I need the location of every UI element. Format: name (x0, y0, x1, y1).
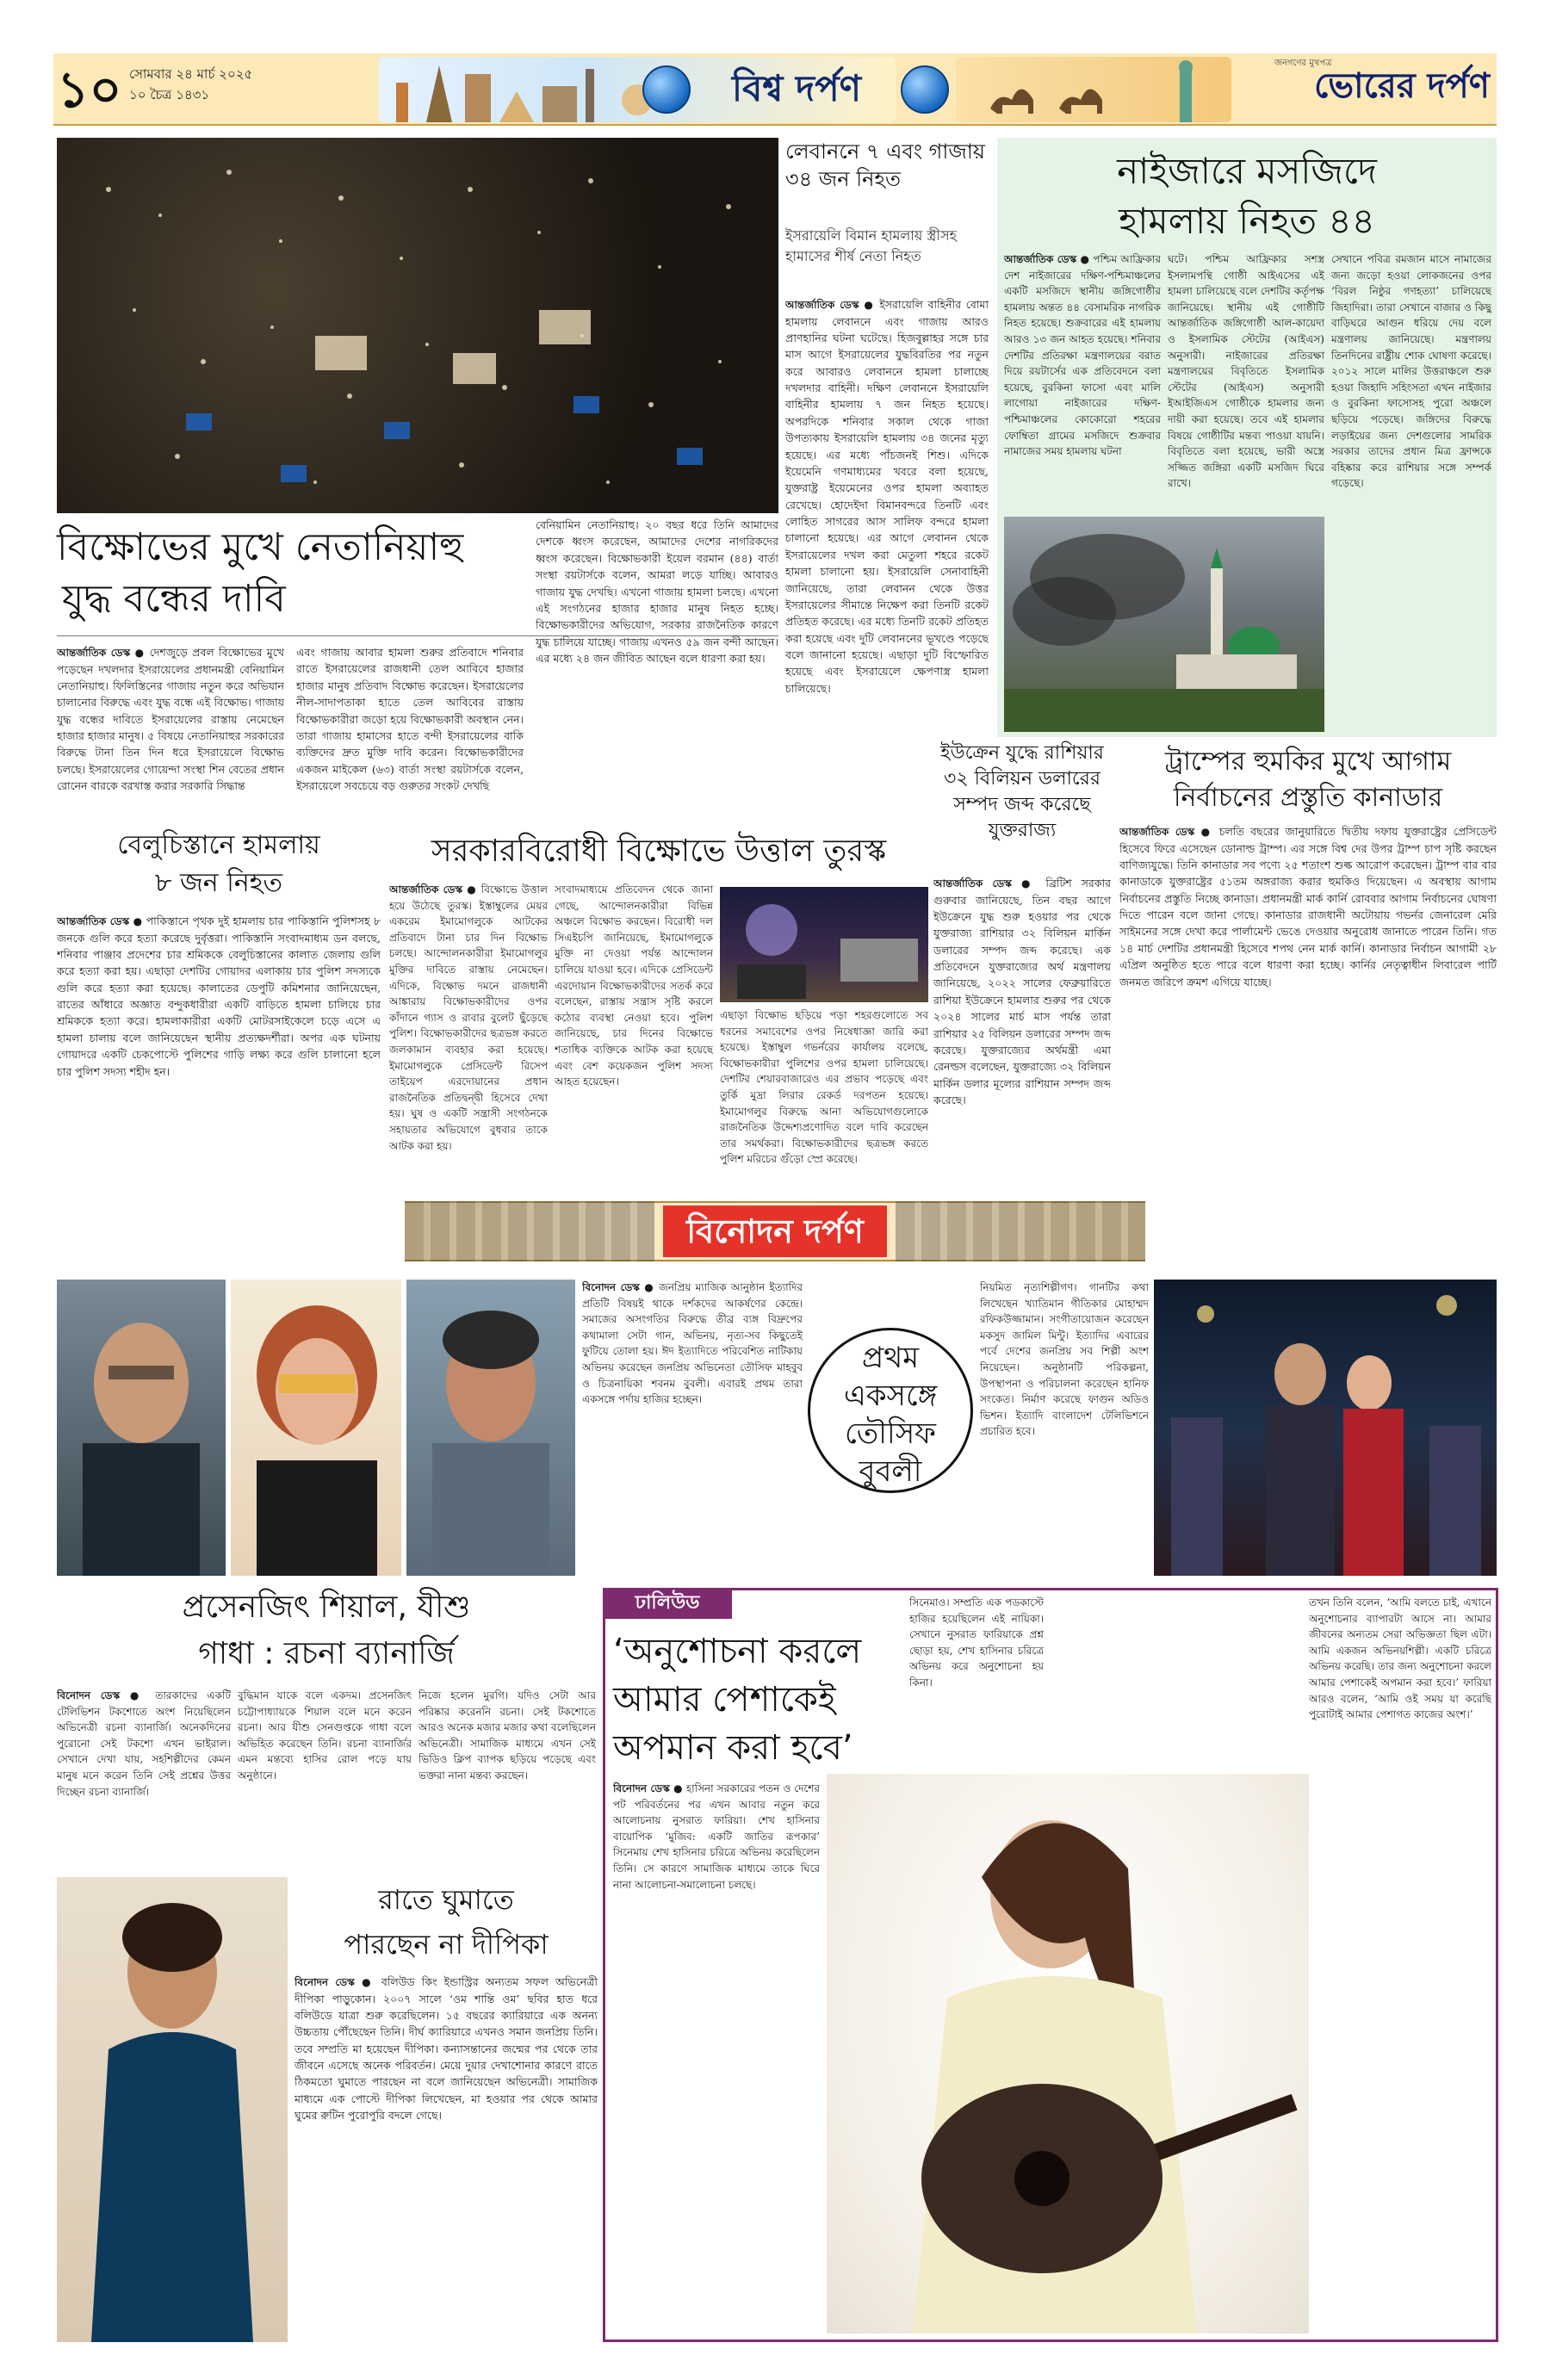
turkey-headline: সরকারবিরোধী বিক্ষোভে উত্তাল তুরস্ক (431, 834, 887, 869)
mosque-smoke-photo (1004, 517, 1324, 732)
turkey-col-2 (555, 882, 713, 1181)
lebanon-body (785, 296, 989, 816)
prosenjit-headline (57, 1584, 596, 1677)
lebanon-desk: আন্তর্জাতিক ডেস্ক ● (785, 299, 875, 311)
ukraine-headline: ইউক্রেন যুদ্ধে রাশিয়ার ৩২ বিলিয়ন ডলারের সম্পদ জব্দ করেছে যুক্তরাজ্য (940, 742, 1104, 841)
nigeria-col-3 (1331, 251, 1491, 734)
prosenjit-headline-line2: গাধা : রচনা ব্যানার্জি (198, 1636, 455, 1671)
tausif-bubly-photo (1154, 1280, 1497, 1576)
dhallywood-headline-line2: আমার পেশাকেই (613, 1680, 836, 1720)
tollywood-col-2 (980, 1280, 1149, 1576)
ukraine-desk: আন্তর্জাতিক ডেস্ক ● (933, 877, 1037, 889)
prosenjit-photo (57, 1280, 226, 1576)
entertainment-section-title: বিনোদন দর্পণ (663, 1205, 887, 1257)
prosenjit-desk: বিনোদন ডেস্ক ● (57, 1689, 146, 1701)
globe-icon-right (901, 65, 949, 114)
tollywood-desk: বিনোদন ডেস্ক ● (582, 1281, 654, 1293)
nigeria-col-2 (1168, 251, 1324, 511)
circle-line-2: একসঙ্গে (843, 1379, 938, 1413)
nigeria-col2-text: ঘটে। পশ্চিম আফ্রিকার সশস্ত্র ইসলামপন্থি গোষ্ঠী আইএসের এই হামলা চালিয়েছে বলে দেশটির কর্তৃপক্ষ জানিয়েছে। স্থানীয় এই গোষ্ঠীটি আন্তর্জাতিক জঙ্গিগোষ্ঠী আল-কায়েদা ও ইসলামিক স্টেটের (আইএস) অনুসারী। নাইজারের প্রতিরক্ষা মন্ত্রণালয়ের বিবৃতিতে ইসলামিক স্টেটের (আইএস) অনুসারী ইআইজিএস গোষ্ঠীকে হামলার জন্য দায়ী করা হয়েছে। তবে এই হামলার বিষয়ে গোষ্ঠীটির মন্তব্য পাওয়া যায়নি। বিবৃতিতে বলা হয়েছে, ভারী অস্ত্রে সজ্জিত জঙ্গিরা একটি মসজিদ ঘিরে রাখে। (1168, 253, 1324, 490)
protest-crowd-photo (57, 138, 778, 513)
lead-col1-text: দেশজুড়ে প্রবল বিক্ষোভের মুখে পড়েছেন দখলদার ইসরায়েলের প্রধানমন্ত্রী বেনিয়ামিন নেতানিয়াহু। ফিলিস্তিনের গাজায় নতুন করে অভিযান চালানোর বিরুদ্ধে এবং যুদ্ধ বন্ধে এই বিক্ষোভ। গাজায় যুদ্ধ বন্ধের দাবিতে ইসরায়েলের রাস্তায় নেমেছেন হাজার হাজার মানুষ। ৫ বিষয়ে নেতানিয়াহুর সরকারের বিরুদ্ধে টানা তিন দিন ধরে ইসরায়েলে বিক্ষোভ চলছে। ইসরায়েলের গোয়েন্দা সংস্থা শিন বেতের প্রধান রোনেন বারকে বরখাস্ত করার সরকারি সিদ্ধান্ত (57, 646, 284, 793)
tollywood-col-1 (582, 1280, 803, 1576)
ukraine-body (933, 875, 1111, 1181)
jisshu-photo (406, 1280, 575, 1576)
tollywood-col1-text: জনপ্রিয় ম্যাজিক আনুষ্ঠান ইত্যাদির প্রতিটি বিষয়ই থাকে দর্শকদের আকর্ষণের কেন্দ্রে। সমাজের অসংগতির বিরুদ্ধে তীব্র ব্যঙ্গ বিদ্রুপের কথামালা সেটা গান, অভিনয়, নৃত্য-সব কিছুতেই ফুটিয়ে তোলা হয়। ঈদ ইত্যাদিতে পরিবেশিত নাটিকায় অভিনয় করেছেন জনপ্রিয় অভিনেতা তৌসিফ মাহবুব ও চিত্রনায়িকা শবনম বুবলী। এবারই প্রথম তারা একসঙ্গে পর্দায় হাজির হচ্ছেন। (582, 1281, 803, 1406)
deepika-photo (57, 1877, 288, 2342)
date-gregorian: সোমবার ২৪ মার্চ ২০২৫ (129, 66, 253, 82)
actor-portrait-illustration-2 (406, 1280, 575, 1576)
baluchistan-headline (57, 827, 381, 902)
lead-desk: আন্তর্জাতিক ডেস্ক ● (57, 647, 146, 659)
prosenjit-col2-text: বুদ্ধিমান যাকে বলে একদম। প্রসেনজিৎ চট্টোপাধ্যায়কে শিয়াল বলে মনে করেন রচনা। আর যীশু সেনগুপ্তকে গাধা বলে অভিহিত করেছেন তিনি। রচনা ব্যানার্জির এমন মন্তব্যে হাসির রোল পড়ে যায় অনুষ্ঠানে। (238, 1689, 412, 1782)
lead-col2-text: এবং গাজায় আবার হামলা শুরুর প্রতিবাদে শনিবার রাতে ইসরায়েলের রাজধানী তেল আবিবে হাজার হাজার মানুষ প্রতিবাদ বিক্ষোভ করেছেন। ইসরায়েলের নীল-সাদাপতাকা হাতে তেল আবিবের রাস্তায় বিক্ষোভকারীরা জড়ো হয়ে বিক্ষোভকারী অবস্থান নেন। তারা গাজায় হামাসের হাতে বন্দী ইসরায়েলের বাকি ব্যক্তিদের দ্রুত মুক্তি দাবি করেন। বিক্ষোভকারীদের একজন মাইকেল (৬৩) বার্তা সংস্থা রয়টার্সকে বলেন, ইসরায়েলে সবচেয়ে বড় গুরুতর সংকট দেখছি (296, 646, 524, 792)
date-bengali: ১০ চৈত্র ১৪৩১ (129, 87, 210, 102)
prosenjit-col-2 (238, 1688, 412, 1869)
dhallywood-col-3 (1309, 1595, 1491, 1956)
brand-tagline: জনগণের মুখপত্র (1274, 59, 1332, 68)
lebanon-subhead: ইসরায়েলি বিমান হামলায় স্ত্রীসহ হামাসের শীর্ষ নেতা নিহত (785, 227, 957, 264)
turkey-col2-text: সংবাদমাধ্যমে প্রতিবেদন থেকে জানা গেছে, আন্দোলনকারীরা বিভিন্ন অঞ্চলে বিক্ষোভ করছেন। বিরোধী দল সিএইচপি জানিয়েছে, ইমামোগলুকে মুক্তি না দেওয়া পর্যন্ত আন্দোলন চালিয়ে যাওয়া হবে। এদিকে প্রেসিডেন্ট এরদোয়ান বিক্ষোভকারীদের সতর্ক করে বলেছেন, রাস্তায় সন্ত্রাস সৃষ্টি করলে কঠোর ব্যবস্থা নেওয়া হবে। পুলিশ জানিয়েছে, চার দিনের বিক্ষোভে শতাধিক ব্যক্তিকে আটক করা হয়েছে এবং বেশ কয়েকজন পুলিশ সদস্য আহত হয়েছেন। (555, 883, 713, 1088)
date-line (129, 64, 379, 105)
film-strip-right-icon (896, 1201, 1145, 1261)
nigeria-headline-line1: নাইজারে মসজিদে (1117, 150, 1377, 192)
newspaper-logo: ভোরের দর্পণ (1314, 66, 1490, 106)
nigeria-col1-text: পশ্চিম আফ্রিকার দেশ নাইজারের দক্ষিণ-পশ্চিমাঞ্চলের একটি মসজিদে স্থানীয় জঙ্গিগোষ্ঠীর হামলায় অন্তত ৪৪ বেসামরিক নাগরিক নিহত হয়েছে। শুক্রবারের এই হামলায় আরও ১৩ জন আহত হয়েছে। শনিবার দেশটির প্রতিরক্ষা মন্ত্রণালয়ের বরাত দিয়ে রয়টার্সের এক প্রতিবেদনে বলা হয়েছে, বুরকিনা ফাসো এবং মালি লাগোয়া নাইজারের দক্ষিণ-পশ্চিমাঞ্চলের কোকোরো শহরের ফোম্বিতা গ্রামের মসজিদে শুক্রবার নামাজের সময় হামলায় ঘটনা (1004, 253, 1161, 458)
crowd-lights-illustration (57, 138, 778, 513)
lebanon-text: ইসরায়েলি বাহিনীর বোমা হামলায় লেবাননে এবং গাজায় আরও প্রাণহানির ঘটনা ঘটেছে। হিজবুল্লাহর সঙ্গে চার মাস আগে ইসরায়েলের যুদ্ধবিরতির পর নতুন করে আবারও লেবাননে হামলা চালাচ্ছে দখলদার বাহিনী। দক্ষিণ লেবাননে ইসরায়েলি বাহিনীর হামলায় ৭ জন নিহত হয়েছে। অপরদিকে শনিবার সকাল থেকে গাজা উপত্যকায় ইসরায়েলি হামলায় ৩৪ জনের মৃত্যু হয়েছে। এর মধ্যে পাঁচজনই শিশু। এদিকে ইয়েমেনি গণমাধ্যমের খবরে বলা হয়েছে, যুক্তরাষ্ট্র ইয়েমেনের ওপর হামলা অব্যাহত রেখেছে। হোদেইদা বিমানবন্দরে তিনটি এবং লোহিত সাগরের আস সালিফ বন্দরে হামলা চালানো হয়েছে। এর আগে লেবানন থেকে ইসরায়েলের দখল করা মেতুলা শহরে রকেট হামলা চালানো হয়। ইসরায়েলি সেনাবাহিনী জানিয়েছে, তারা লেবানন থেকে উত্তর ইসরায়েলের সীমান্তে নিক্ষেপ করা তিনটি রকেট প্রতিহত করেছে। এর মধ্যে তিনটি রকেট প্রতিহত করা হয়েছে এবং দুটি লেবাননের ভূখণ্ডে পড়েছে বলে জানানো হয়েছে। এছাড়া দুটি বিস্ফোরিত হয়েছে এবং ইসরায়েলে ক্ষেপণাস্ত্র হামলা চালিয়েছে। (785, 298, 989, 695)
circle-line-1: প্রথম (861, 1341, 920, 1375)
dhallywood-headline-line1: ‘অনুশোচনা করলে (613, 1632, 862, 1671)
nigeria-col3-text: সেখানে পবিত্র রমজান মাসে নামাজের জন্য জড়ো হওয়া লোকজনের ওপর ‘বিরল নিষ্ঠুর গণহত্যা’ চালিয়েছে জিহাদিরা। তারা সেখানে বাজার ও কিছু বাড়িঘরে আগুন ধরিয়ে দেয় বলে মন্ত্রণালয় জানিয়েছে। মন্ত্রণালয় তিনদিনের রাষ্ট্রীয় শোক ঘোষণা করেছে। ২০১২ সালে মালির উত্তরাঞ্চলে শুরু হওয়া জিহাদি সহিংসতা এখন নাইজার ও বুরকিনা ফাসোসহ পুরো অঞ্চলে ছড়িয়ে পড়েছে। জঙ্গিদের বিরুদ্ধে লড়াইয়ের জন্য দেশগুলোর সামরিক সরকার তাদের প্রধান মিত্র ফ্রান্সকে বহিষ্কার করে রাশিয়ার সঙ্গে সম্পর্ক গড়েছে। (1331, 253, 1491, 490)
nigeria-col-1 (1004, 251, 1161, 511)
turkey-col3-text: এছাড়া বিক্ষোভ ছড়িয়ে পড়া শহরগুলোতে সব ধরনের সমাবেশের ওপর নিষেধাজ্ঞা জারি করা হয়েছে। ইস্তাম্বুল গভর্নরের কার্যালয় বলেছে, বিক্ষোভকারীরা পুলিশের ওপর হামলা চালিয়েছে। দেশটির শেয়ারবাজারেও এর প্রভাব পড়েছে এবং তুর্কি মুদ্রা লিরার রেকর্ড দরপতন হয়েছে। ইমামোগলুর বিরুদ্ধে আনা অভিযোগগুলোকে রাজনৈতিক উদ্দেশ্যপ্রণোদিত বলে দাবি করেছেন তার সমর্থকরা। বিক্ষোভকারীদের ছত্রভঙ্গ করতে পুলিশ মরিচের গুঁড়ো স্প্রে করেছে। (720, 1009, 928, 1166)
prosenjit-col-3 (418, 1688, 596, 1869)
mosque-illustration (1004, 517, 1324, 732)
actress-portrait-illustration (231, 1280, 401, 1576)
canada-desk: আন্তর্জাতিক ডেস্ক ● (1119, 826, 1213, 838)
section-title: বিশ্ব দর্পণ (732, 67, 861, 109)
film-strip-left-icon (405, 1201, 654, 1261)
page-number: ১০ (57, 60, 122, 119)
nusrat-faria-photo (827, 1774, 1309, 2334)
baluchistan-headline-line1: বেলুচিস্তানে হামলায় (117, 830, 320, 860)
lead-col3-text: বেনিয়ামিন নেতানিয়াহু। ২০ বছর ধরে তিনি আমাদের দেশকে ধ্বংস করেছেন, আমাদের দেশের নাগরিকদের ধ্বংস করেছেন। বিক্ষোভকারী ইয়েল বরমান (৪৪) বার্তা সংস্থা রয়টার্সকে বলেন, আমরা লড়ে যাচ্ছি। আবারও গাজায় যুদ্ধ দেখছি। এখনো গাজায় হামলা চলছে। এখনো এই সংগঠনের হাজার হাজার মানুষ নিহত হচ্ছে। বিক্ষোভকারীদের অভিযোগ, সরকার রাজনৈতিক কারণে যুদ্ধ চালিয়ে যাচ্ছে। গাজায় এখনও ৫৯ জন বন্দী আছেন। এর মধ্যে ২৪ জন জীবিত আছেন বলে ধারণা করা হয়। (536, 518, 778, 665)
dhallywood-col1-text: হাসিনা সরকারের পতন ও দেশের পট পরিবর্তনের পর এখন আবার নতুন করে আলোচনায় নুসরাত ফারিয়া। শেখ হাসিনার বায়োপিক ‘মুজিব: একটি জাতির রূপকার’ সিনেমায় শেখ হাসিনার চরিত্রে অভিনয় করেছিলেন তিনি। সে কারণে সামাজিক মাধ্যমে তাকে ঘিরে নানা আলোচনা-সমালোচনা চলছে। (613, 1782, 820, 1891)
camel-statue-illustration (956, 57, 1231, 122)
deepika-headline-line2: পারছেন না দীপিকা (344, 1928, 549, 1961)
deepika-headline (294, 1877, 598, 1967)
prosenjit-col1-text: তারকাদের একটি টেলিভিশন টকশোতে অংশ নিয়েছিলেন অভিনেত্রী রচনা ব্যানার্জি। অনেকদিনের পুরোনো সেই টকশো এখন ভাইরাল। সেখানে দেখা যায়, সহশিল্পীদের কেমন মানুষ মনে করেন তিনি সেই প্রশ্নের উত্তর দিচ্ছেন রচনা ব্যানার্জি। (57, 1689, 231, 1798)
turkey-col1-text: বিক্ষোভে উত্তাল হয়ে উঠেছে তুরস্ক। ইস্তাম্বুলের মেয়র একরেম ইমামোগলুকে আটকের প্রতিবাদে টানা চার দিন বিক্ষোভ চলছে। আন্দোলনকারীরা ইমামোগলুর মুক্তির দাবিতে রাস্তায় নেমেছেন। এদিকে, বিক্ষোভ দমনে রাজধানী আঙ্কারায় বিক্ষোভকারীদের ওপর কাঁদানে গ্যাস ও রাবার বুলেট ছুঁড়েছে পুলিশ। বিক্ষোভকারীদের ছত্রভঙ্গ করতে জলকামান ব্যবহার করা হয়েছে। ইমামোগলুকে প্রেসিডেন্ট রিসেপ তাইয়েপ এরদোয়ানের প্রধান রাজনৈতিক প্রতিদ্বন্দ্বী হিসেবে দেখা হয়। ঘুষ ও একটি সন্ত্রাসী সংগঠনকে সহায়তার অভিযোগে বুধবার তাকে আটক করা হয়। (389, 883, 548, 1152)
dhallywood-headline (613, 1627, 897, 1772)
deepika-portrait-illustration (57, 1877, 288, 2342)
ukraine-text: ব্রিটিশ সরকার গুরুবার জানিয়েছে, তিন বছর আগে ইউক্রেনে যুদ্ধ শুরু হওয়ার পর থেকে যুক্তরাজ্য রাশিয়ার ৩২ বিলিয়ন মার্কিন ডলারের সম্পদ জব্দ করেছে। এক প্রতিবেদনে যুক্তরাজ্যের অর্থ মন্ত্রণালয় জানিয়েছে, ২০২২ সালের ফেব্রুয়ারিতে রাশিয়া ইউক্রেনে হামলার শুরুর পর থেকে ২০২৪ সালের মার্চ মাস পর্যন্ত তারা রাশিয়ার ২৫ বিলিয়ন ডলারের সম্পদ জব্দ করেছে। যুক্তরাজ্যের অর্থমন্ত্রী এমা রেনল্ডস বলেছেন, যুক্তরাজ্যে ৩২ বিলিয়ন মার্কিন ডলার মূল্যের রাশিয়ান সম্পদ জব্দ করেছে। (933, 877, 1111, 1107)
canada-text: চলতি বছরের জানুয়ারিতে দ্বিতীয় দফায় যুক্তরাষ্ট্রের প্রেসিডেন্ট হিসেবে ফিরে এসেছেন ডোনাল্ড ট্রাম্প। এর সঙ্গে বিশ্ব দের উপর ট্রাম্প চাপ সৃষ্টি করছেন বাণিজ্যযুদ্ধে। তিনি কানাডার সব পণ্যে ২৫ শতাংশ শুল্ক আরোপ করেছেন। ট্রাম্প বার বার কানাডাকে যুক্তরাষ্ট্রের ৫১তম অঙ্গরাজ্য করার হুমকিও দিয়েছেন। এ অবস্থায় আগাম নির্বাচনের প্রস্তুতি নিচ্ছে কানাডা। প্রধানমন্ত্রী মার্ক কার্নি রোববার আগাম নির্বাচনের ঘোষণা দিতে পারেন বলে জানা গেছে। কানাডার রাজধানী অটোয়ায় গভর্নর জেনারেল মেরি সাইমনের সঙ্গে দেখা করে পার্লামেন্ট ভেঙে দেওয়ার অনুরোধ জানাতে পারেন তিনি। গত ১৪ মার্চ দেশটির প্রধানমন্ত্রী হিসেবে শপথ নেন মার্ক কার্নি। কানাডার নির্বাচন আগামী ২৮ এপ্রিল অনুষ্ঠিত হতে পারে বলে ধারণা করা হচ্ছে। কার্নির নেতৃত্বাধীন লিবারেল পার্টি জনমত জরিপে ক্রমশ এগিয়ে যাচ্ছে। (1119, 825, 1497, 989)
tollywood-circle-headline (808, 1328, 973, 1493)
dhallywood-headline-line3: অপমান করা হবে’ (613, 1728, 853, 1768)
dancers-illustration (1154, 1280, 1497, 1576)
canada-body (1119, 823, 1497, 1181)
police-water-cannon-illustration (720, 887, 928, 1002)
dhallywood-tag: ঢালিউড (603, 1588, 732, 1619)
rachana-photo (231, 1280, 401, 1576)
actor-portrait-illustration (57, 1280, 226, 1576)
lead-headline-line2: যুদ্ধ বন্ধের দাবি (62, 577, 286, 621)
deepika-desk: বিনোদন ডেস্ক ● (294, 1976, 375, 1988)
prosenjit-col3-text: নিজে হলেন মুরগি। যদিও সেটা আর পরিষ্কার করেননি রচনা। সেই টকশোতে আরও অনেক মজার মজার কথা বলেছিলেন অভিনেত্রী। সামাজিক মাধ্যমে এখন সেই ভিডিও ক্লিপ ব্যাপক ছড়িয়ে পড়েছে এবং ভক্তরা নানা মন্তব্য করছেন। (418, 1689, 596, 1782)
prosenjit-col-1 (57, 1688, 231, 1869)
nigeria-headline-line2: হামলায় নিহত ৪৪ (1119, 200, 1375, 242)
canada-headline-line2: নির্বাচনের প্রস্তুতি কানাডার (1173, 783, 1443, 813)
baluchistan-body (57, 913, 381, 1181)
dhallywood-col-1 (613, 1781, 820, 2332)
turkey-desk: আন্তর্জাতিক ডেস্ক ● (389, 883, 477, 896)
nigeria-headline (997, 146, 1497, 246)
masthead-artwork-right (956, 57, 1231, 122)
circle-line-4: বুবলী (859, 1454, 922, 1489)
baluchistan-text: পাকিস্তানে পৃথক দুই হামলায় চার পাকিস্তানি পুলিশসহ ৮ জনকে গুলি করে হত্যা করেছে দুর্বৃত্তরা। পাকিস্তানি সংবাদমাধ্যম ডন বলছে, শনিবার পাঞ্জাব প্রদেশের চার শ্রমিককে বেলুচিস্তানের কালাত জেলায় গুলি করে হত্যা করা হয়। এছাড়া দেশটির গোয়াদর এলাকায় চার পুলিশ সদস্যকে গুলি করে হত্যা করা হয়েছে। কালাতের ডেপুটি কমিশনার জানিয়েছেন, রাতের আঁধারে অজ্ঞাত বন্দুকধারীরা একটি বাড়িতে হামলা চালিয়ে চার শ্রমিককে হত্যা করে। হামলাকারীরা একটি মোটরসাইকেলে চড়ে এসে এ হামলা চালায় বলে জানিয়েছেন স্থানীয় প্রত্যক্ষদর্শীরা। অপর এক ঘটনায় গোয়াদরে একটি চেকপোস্টে পুলিশের গাড়ি লক্ষ্য করে গুলি চালানো হলে চার পুলিশ সদস্য শহীদ হন। (57, 914, 381, 1078)
prosenjit-headline-line1: প্রসেনজিৎ শিয়াল, যীশু (182, 1590, 471, 1625)
tollywood-col2-text: নিয়মিত নৃত্যশিল্পীগণ। গানটির কথা লিখেছেন খ্যাতিমান গীতিকার মোহাম্মদ রফিকউজ্জামান। সংগীতায়োজন করেছেন মকসুদ জামিল মিন্টু। ইত্যাদির এবারের পর্বে দেশের জনপ্রিয় সব শিল্পী অংশ নিয়েছেন। অনুষ্ঠানটি পরিকল্পনা, উপস্থাপনা ও পরিচালনা করেছেন হানিফ সংকেত। নির্মাণ করেছে ফাগুন অডিও ভিশন। ইত্যাদি বাংলাদেশ টেলিভিশনে প্রচারিত হবে। (980, 1281, 1149, 1438)
dhallywood-col-2 (909, 1595, 1044, 1767)
dhallywood-col2-text: সিনেমাও। সম্প্রতি এক পডকাস্টে হাজির হয়েছিলেন এই নায়িকা। সেখানে নুসরাত ফারিয়াকে প্রশ্ন ছোড়া হয়, শেখ হাসিনার চরিত্রে অভিনয় করে অনুশোচনা হয় কিনা। (909, 1596, 1044, 1689)
deepika-text: বলিউড কিং ইন্ডাস্ট্রির অন্যতম সফল অভিনেত্রী দীপিকা পাড়ুকোন। ২০০৭ সালে ‘ওম শান্তি ওম’ ছবির হাত ধরে বলিউডে যাত্রা শুরু করেছিলেন। ১৫ বছরের ক্যারিয়ারে এক অনন্য উচ্চতায় পৌঁছেছেন তিনি। দীর্ঘ ক্যারিয়ারে এখনও সমান জনপ্রিয় তিনি। তবে সম্প্রতি মা হয়েছেন দীপিকা। কন্যাসন্তানের জন্মের পর থেকে তার জীবনে এসেছে অনেক পরিবর্তন। মেয়ে দুয়ার দেখাশোনার কারণে রাতে ঠিকমতো ঘুমাতে পারছেন না বলে জানিয়েছেন অভিনেত্রী। সামাজিক মাধ্যমে এক পোস্টে দীপিকা লিখেছেন, মা হওয়ার পর থেকে আমার ঘুমের রুটিন পুরোপুরি বদলে গেছে। (294, 1975, 598, 2123)
lebanon-headline: লেবাননে ৭ এবং গাজায় ৩৪ জন নিহত (785, 139, 985, 191)
globe-icon-left (642, 65, 691, 114)
turkey-col-1 (389, 882, 548, 1181)
deepika-body (294, 1974, 598, 2342)
circle-line-3: তৌসিফ (844, 1416, 937, 1451)
lead-col-2 (296, 644, 524, 816)
dhallywood-desk: বিনোদন ডেস্ক ● (613, 1782, 683, 1794)
deepika-headline-line1: রাতে ঘুমাতে (378, 1883, 514, 1916)
lead-col-1 (57, 644, 284, 816)
turkey-col-3 (720, 1007, 928, 1181)
baluchistan-desk: আন্তর্জাতিক ডেস্ক ● (57, 915, 143, 927)
lead-col-3 (536, 517, 778, 816)
turkey-protest-photo (720, 887, 928, 1002)
nigeria-desk: আন্তর্জাতিক ডেস্ক ● (1004, 253, 1090, 265)
baluchistan-headline-line2: ৮ জন নিহত (154, 868, 283, 898)
canada-headline-line1: ট্রাম্পের হুমকির মুখে আগাম (1164, 747, 1452, 777)
woman-with-guitar-illustration (827, 1774, 1309, 2334)
dhallywood-col3-text: তখন তিনি বলেন, ‘আমি বলতে চাই, এখানে অনুশোচনার ব্যাপারটা আসে না। আমার জীবনের অন্যতম সেরা অভিজ্ঞতা ছিল এটা। আমি একজন অভিনয়শিল্পী। একটি চরিত্রে অভিনয় করেছি। তার জন্য অনুশোচনা করলে আমার পেশাকেই অপমান করা হবে।’ ফারিয়া আরও বলেন, ‘আমি ওই সময় যা করেছি পুরোটাই আমার পেশাগত কাজের অংশ।’ (1309, 1596, 1491, 1721)
lead-headline-line1: বিক্ষোভের মুখে নেতানিয়াহু (57, 525, 464, 569)
canada-headline (1119, 744, 1497, 816)
